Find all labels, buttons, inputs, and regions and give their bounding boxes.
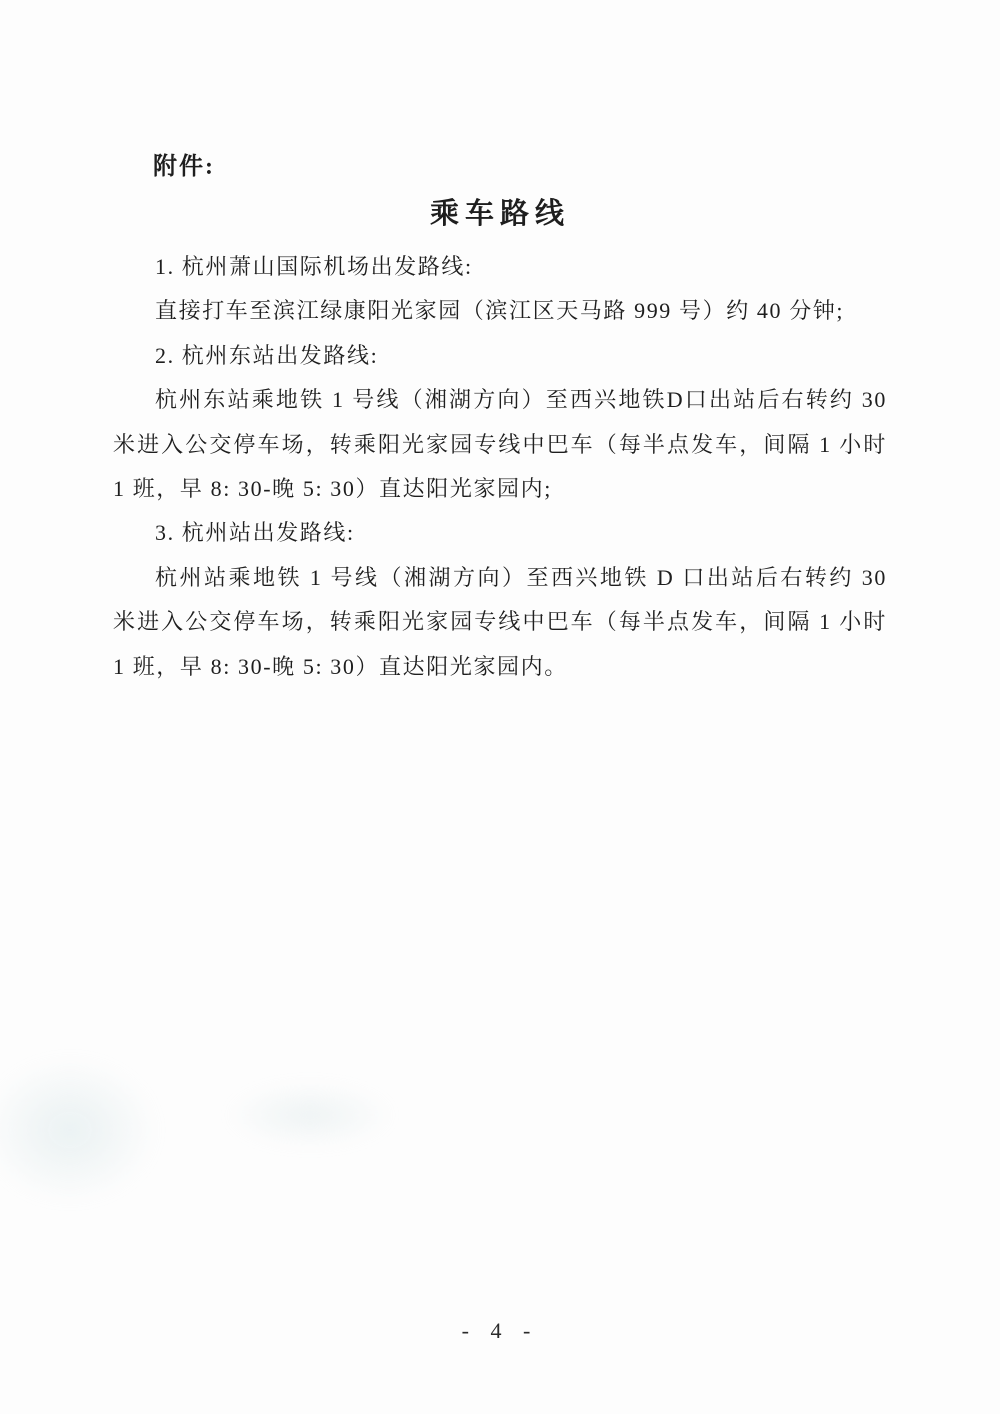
page-number: - 4 - [461, 1318, 539, 1343]
document-content [113, 150, 887, 689]
scan-smudge [225, 1080, 395, 1150]
document-title: 乘车路线 [429, 198, 570, 230]
text-line: 2. 杭州东站出发路线: [155, 342, 379, 368]
scan-smudge [0, 1055, 160, 1205]
text-line: 1 班，早 8: 30-晚 5: 30）直达阳光家园内。 [113, 653, 568, 679]
text-line: 米进入公交停车场，转乘阳光家园专线中巴车（每半点发车，间隔 1 小时 [113, 609, 887, 635]
attachment-label: 附件: [153, 154, 215, 180]
text-line: 1. 杭州萧山国际机场出发路线: [155, 254, 473, 279]
text-line: 杭州东站乘地铁 1 号线（湘湖方向）至西兴地铁D口出站后右转约 30 [155, 387, 887, 413]
text-line: 1 班，早 8: 30-晚 5: 30）直达阳光家园内; [113, 476, 552, 502]
body-text [113, 245, 887, 689]
text-line: 直接打车至滨江绿康阳光家园（滨江区天马路 999 号）约 40 分钟; [155, 298, 845, 324]
text-line: 米进入公交停车场，转乘阳光家园专线中巴车（每半点发车，间隔 1 小时 [113, 431, 887, 457]
text-line: 3. 杭州站出发路线: [155, 520, 355, 546]
text-line: 杭州站乘地铁 1 号线（湘湖方向）至西兴地铁 D 口出站后右转约 30 [155, 564, 887, 590]
